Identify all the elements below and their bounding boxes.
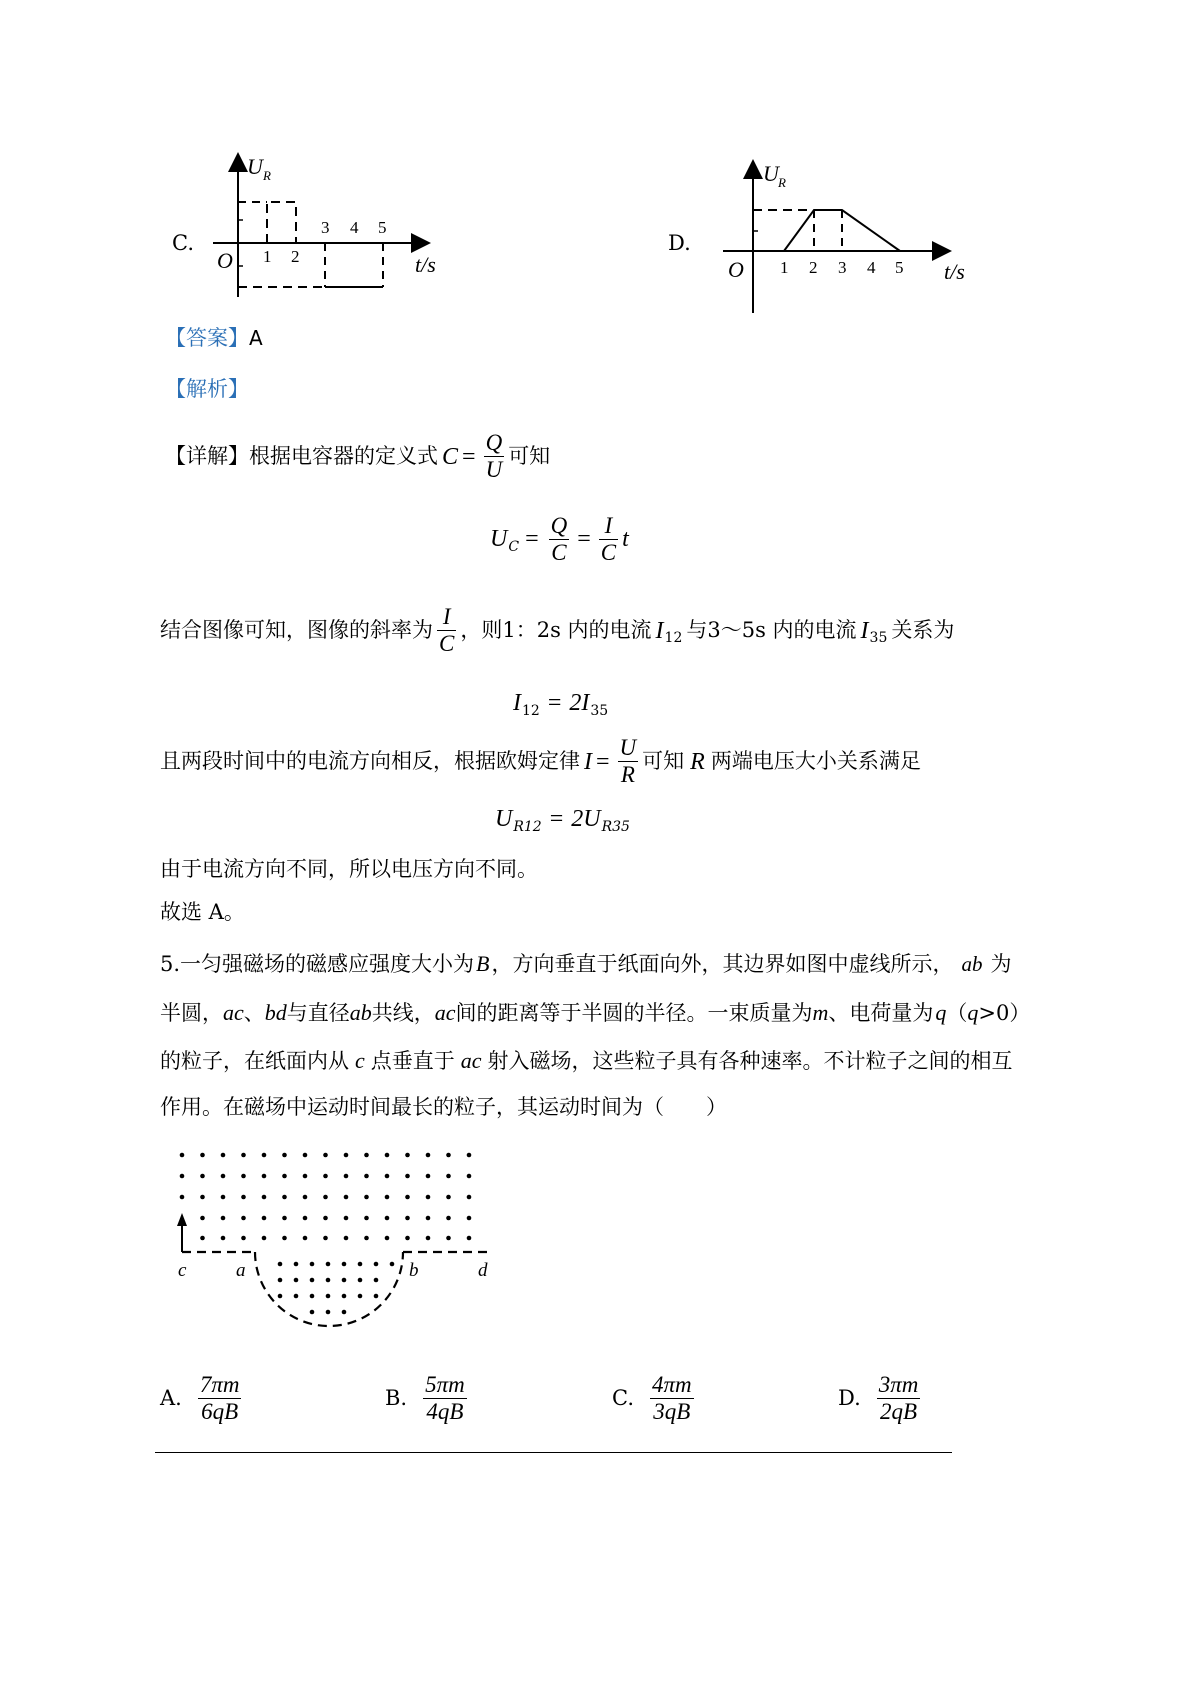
x-axis-label: t/s <box>944 259 965 284</box>
field-dot <box>310 1262 315 1267</box>
field-dot <box>282 1174 287 1179</box>
equation-uc: U C = $\frac{Q}{C}$ = $\frac{I}{C}$ t <box>490 513 629 566</box>
field-dot <box>326 1262 331 1267</box>
field-dot <box>278 1262 283 1267</box>
x-tick-label: 3 <box>838 258 847 277</box>
trapezoid-curve <box>753 210 900 251</box>
field-dot <box>344 1174 349 1179</box>
field-dot <box>342 1310 347 1315</box>
field-dot <box>221 1216 226 1221</box>
field-dot <box>278 1294 283 1299</box>
field-dot <box>342 1278 347 1283</box>
field-dot <box>241 1195 246 1200</box>
field-dot <box>374 1294 379 1299</box>
field-dot <box>385 1153 390 1158</box>
field-dot <box>303 1216 308 1221</box>
field-dot <box>390 1262 395 1267</box>
choice-b[interactable]: B. $\frac{5\pi m}{4qB}$ <box>385 1372 465 1425</box>
option-c-graph <box>205 150 445 320</box>
field-dot <box>241 1153 246 1158</box>
field-dot <box>323 1195 328 1200</box>
detail-tag: 【详解】 <box>165 444 249 469</box>
answer-value: A <box>249 326 263 350</box>
field-dot <box>385 1216 390 1221</box>
field-dot <box>446 1195 451 1200</box>
choice-a[interactable]: A. $\frac{7\pi m}{6qB}$ <box>160 1372 240 1425</box>
field-dot <box>344 1153 349 1158</box>
field-dot <box>282 1195 287 1200</box>
field-dot <box>323 1174 328 1179</box>
field-dot <box>385 1195 390 1200</box>
analysis-tag: 【解析】 <box>165 377 249 401</box>
field-dot <box>262 1153 267 1158</box>
field-dot <box>310 1294 315 1299</box>
field-dot <box>221 1153 226 1158</box>
field-dot <box>446 1216 451 1221</box>
origin-label: O <box>728 257 744 282</box>
x-tick-label: 3 <box>321 218 330 237</box>
definition-fraction: $\frac{Q}{U}$ <box>485 430 503 483</box>
field-dot <box>467 1216 472 1221</box>
detail-line-3: 且两段时间中的电流方向相反，根据欧姆定律 I = $\frac{U}{R}$ 可知 R 两端电压大小关系满足 <box>160 735 921 788</box>
x-tick-label: 1 <box>780 258 789 277</box>
field-dot <box>200 1153 205 1158</box>
field-dot <box>303 1236 308 1241</box>
field-dot <box>294 1278 299 1283</box>
point-b-label: b <box>409 1260 419 1281</box>
field-dot <box>262 1195 267 1200</box>
field-dot <box>326 1294 331 1299</box>
field-dot <box>446 1153 451 1158</box>
field-dot <box>221 1174 226 1179</box>
curve-segment-1-2 <box>267 202 296 243</box>
field-dot <box>344 1236 349 1241</box>
field-dot <box>262 1174 267 1179</box>
field-dot <box>405 1236 410 1241</box>
question5-line-1: 5.一匀强磁场的磁感应强度大小为 B ，方向垂直于纸面向外，其边界如图中虚线所示， ab 为 <box>160 951 1012 976</box>
field-dot <box>344 1195 349 1200</box>
field-dot <box>426 1174 431 1179</box>
field-dot <box>180 1174 185 1179</box>
origin-label: O <box>217 248 233 273</box>
field-dots <box>180 1153 472 1315</box>
equation-voltages: U R12 = 2U R35 <box>495 806 630 835</box>
field-dot <box>405 1195 410 1200</box>
x-tick-label: 1 <box>263 247 272 266</box>
field-dot <box>200 1216 205 1221</box>
field-dot <box>310 1310 315 1315</box>
field-dot <box>358 1278 363 1283</box>
question5-line-3: 的粒子，在纸面内从 c 点垂直于 ac 射入磁场，这些粒子具有各种速率。不计粒子之间的相互 <box>160 1048 1013 1073</box>
field-dot <box>374 1262 379 1267</box>
question5-line-2: 半圆， ac 、 bd 与直径 ab 共线， ac 间的距离等于半圆的半径。一束质量为 m 、电荷量为 q （ q >0） <box>160 1000 1031 1025</box>
ohm-fraction: $\frac{U}{R}$ <box>619 735 637 788</box>
field-dot <box>364 1174 369 1179</box>
y-axis-sub: R <box>778 175 786 190</box>
field-dot <box>358 1294 363 1299</box>
field-dot <box>310 1278 315 1283</box>
field-dot <box>282 1153 287 1158</box>
field-dot <box>200 1236 205 1241</box>
capacitance-symbol: C <box>442 443 459 470</box>
field-dot <box>323 1216 328 1221</box>
field-dot <box>358 1262 363 1267</box>
x-tick-label: 5 <box>378 218 387 237</box>
option-d-label: D. <box>668 231 691 255</box>
field-dot <box>344 1216 349 1221</box>
field-dot <box>241 1174 246 1179</box>
field-dot <box>426 1236 431 1241</box>
x-tick-label: 4 <box>350 218 359 237</box>
x-tick-label: 2 <box>291 247 300 266</box>
field-dot <box>282 1216 287 1221</box>
x-axis-label: t/s <box>415 252 436 277</box>
field-dot <box>221 1236 226 1241</box>
question5-line-4: 作用。在磁场中运动时间最长的粒子，其运动时间为（ ） <box>160 1095 727 1119</box>
x-tick-label: 5 <box>895 258 904 277</box>
field-dot <box>426 1153 431 1158</box>
field-dot <box>467 1174 472 1179</box>
field-dot <box>282 1236 287 1241</box>
field-dot <box>303 1195 308 1200</box>
field-dot <box>467 1195 472 1200</box>
field-dot <box>467 1236 472 1241</box>
field-dot <box>180 1153 185 1158</box>
field-dot <box>426 1195 431 1200</box>
field-dot <box>323 1153 328 1158</box>
field-dot <box>262 1216 267 1221</box>
field-dot <box>180 1195 185 1200</box>
slope-fraction: $\frac{I}{C}$ <box>439 604 455 657</box>
field-dot <box>303 1153 308 1158</box>
answer-tag: 【答案】 <box>165 326 249 350</box>
field-dot <box>467 1153 472 1158</box>
y-axis-sub: R <box>263 168 271 183</box>
magnetic-field-figure <box>160 1140 520 1345</box>
field-dot <box>342 1294 347 1299</box>
field-dot <box>241 1236 246 1241</box>
field-dot <box>364 1236 369 1241</box>
field-dot <box>294 1294 299 1299</box>
field-dot <box>385 1236 390 1241</box>
detail-line-5: 故选 A。 <box>160 900 245 924</box>
option-c-label: C. <box>172 231 194 255</box>
point-c-label: c <box>178 1260 187 1281</box>
field-dot <box>200 1195 205 1200</box>
field-dot <box>303 1174 308 1179</box>
field-dot <box>364 1153 369 1158</box>
field-dot <box>326 1310 331 1315</box>
field-dot <box>200 1174 205 1179</box>
detail-tail: 可知 <box>508 444 551 469</box>
x-tick-label: 4 <box>867 258 876 277</box>
choice-c[interactable]: C. $\frac{4\pi m}{3qB}$ <box>612 1372 692 1425</box>
field-dot <box>446 1236 451 1241</box>
detail-line-1: 【详解】 根据电容器的定义式 C = $\frac{Q}{U}$ 可知 <box>165 430 551 483</box>
detail-intro: 根据电容器的定义式 <box>249 444 438 469</box>
field-dot <box>405 1174 410 1179</box>
field-dot <box>405 1216 410 1221</box>
y-axis-label: U <box>763 161 779 186</box>
option-d-graph <box>718 155 968 315</box>
field-dot <box>446 1174 451 1179</box>
field-dot <box>364 1195 369 1200</box>
field-dot <box>278 1278 283 1283</box>
y-axis-label: U <box>247 154 263 179</box>
footer-rule <box>155 1452 952 1453</box>
detail-line-4: 由于电流方向不同，所以电压方向不同。 <box>160 857 538 881</box>
field-dot <box>385 1174 390 1179</box>
point-a-label: a <box>236 1260 246 1281</box>
field-dot <box>294 1262 299 1267</box>
field-dot <box>326 1278 331 1283</box>
equation-currents: I 12 = 2I 35 <box>513 690 609 719</box>
field-dot <box>426 1216 431 1221</box>
detail-line-2: 结合图像可知，图像的斜率为 $\frac{I}{C}$ ，则1：2s 内的电流 I 12 与3～5s 内的电流 I 35 关系为 <box>160 604 955 657</box>
field-dot <box>342 1262 347 1267</box>
field-dot <box>405 1153 410 1158</box>
field-dot <box>364 1216 369 1221</box>
field-dot <box>374 1278 379 1283</box>
choice-d[interactable]: D. $\frac{3\pi m}{2qB}$ <box>838 1372 919 1425</box>
field-dot <box>323 1236 328 1241</box>
field-dot <box>221 1195 226 1200</box>
field-dot <box>262 1236 267 1241</box>
x-tick-label: 2 <box>809 258 818 277</box>
field-dot <box>241 1216 246 1221</box>
point-d-label: d <box>478 1260 488 1281</box>
